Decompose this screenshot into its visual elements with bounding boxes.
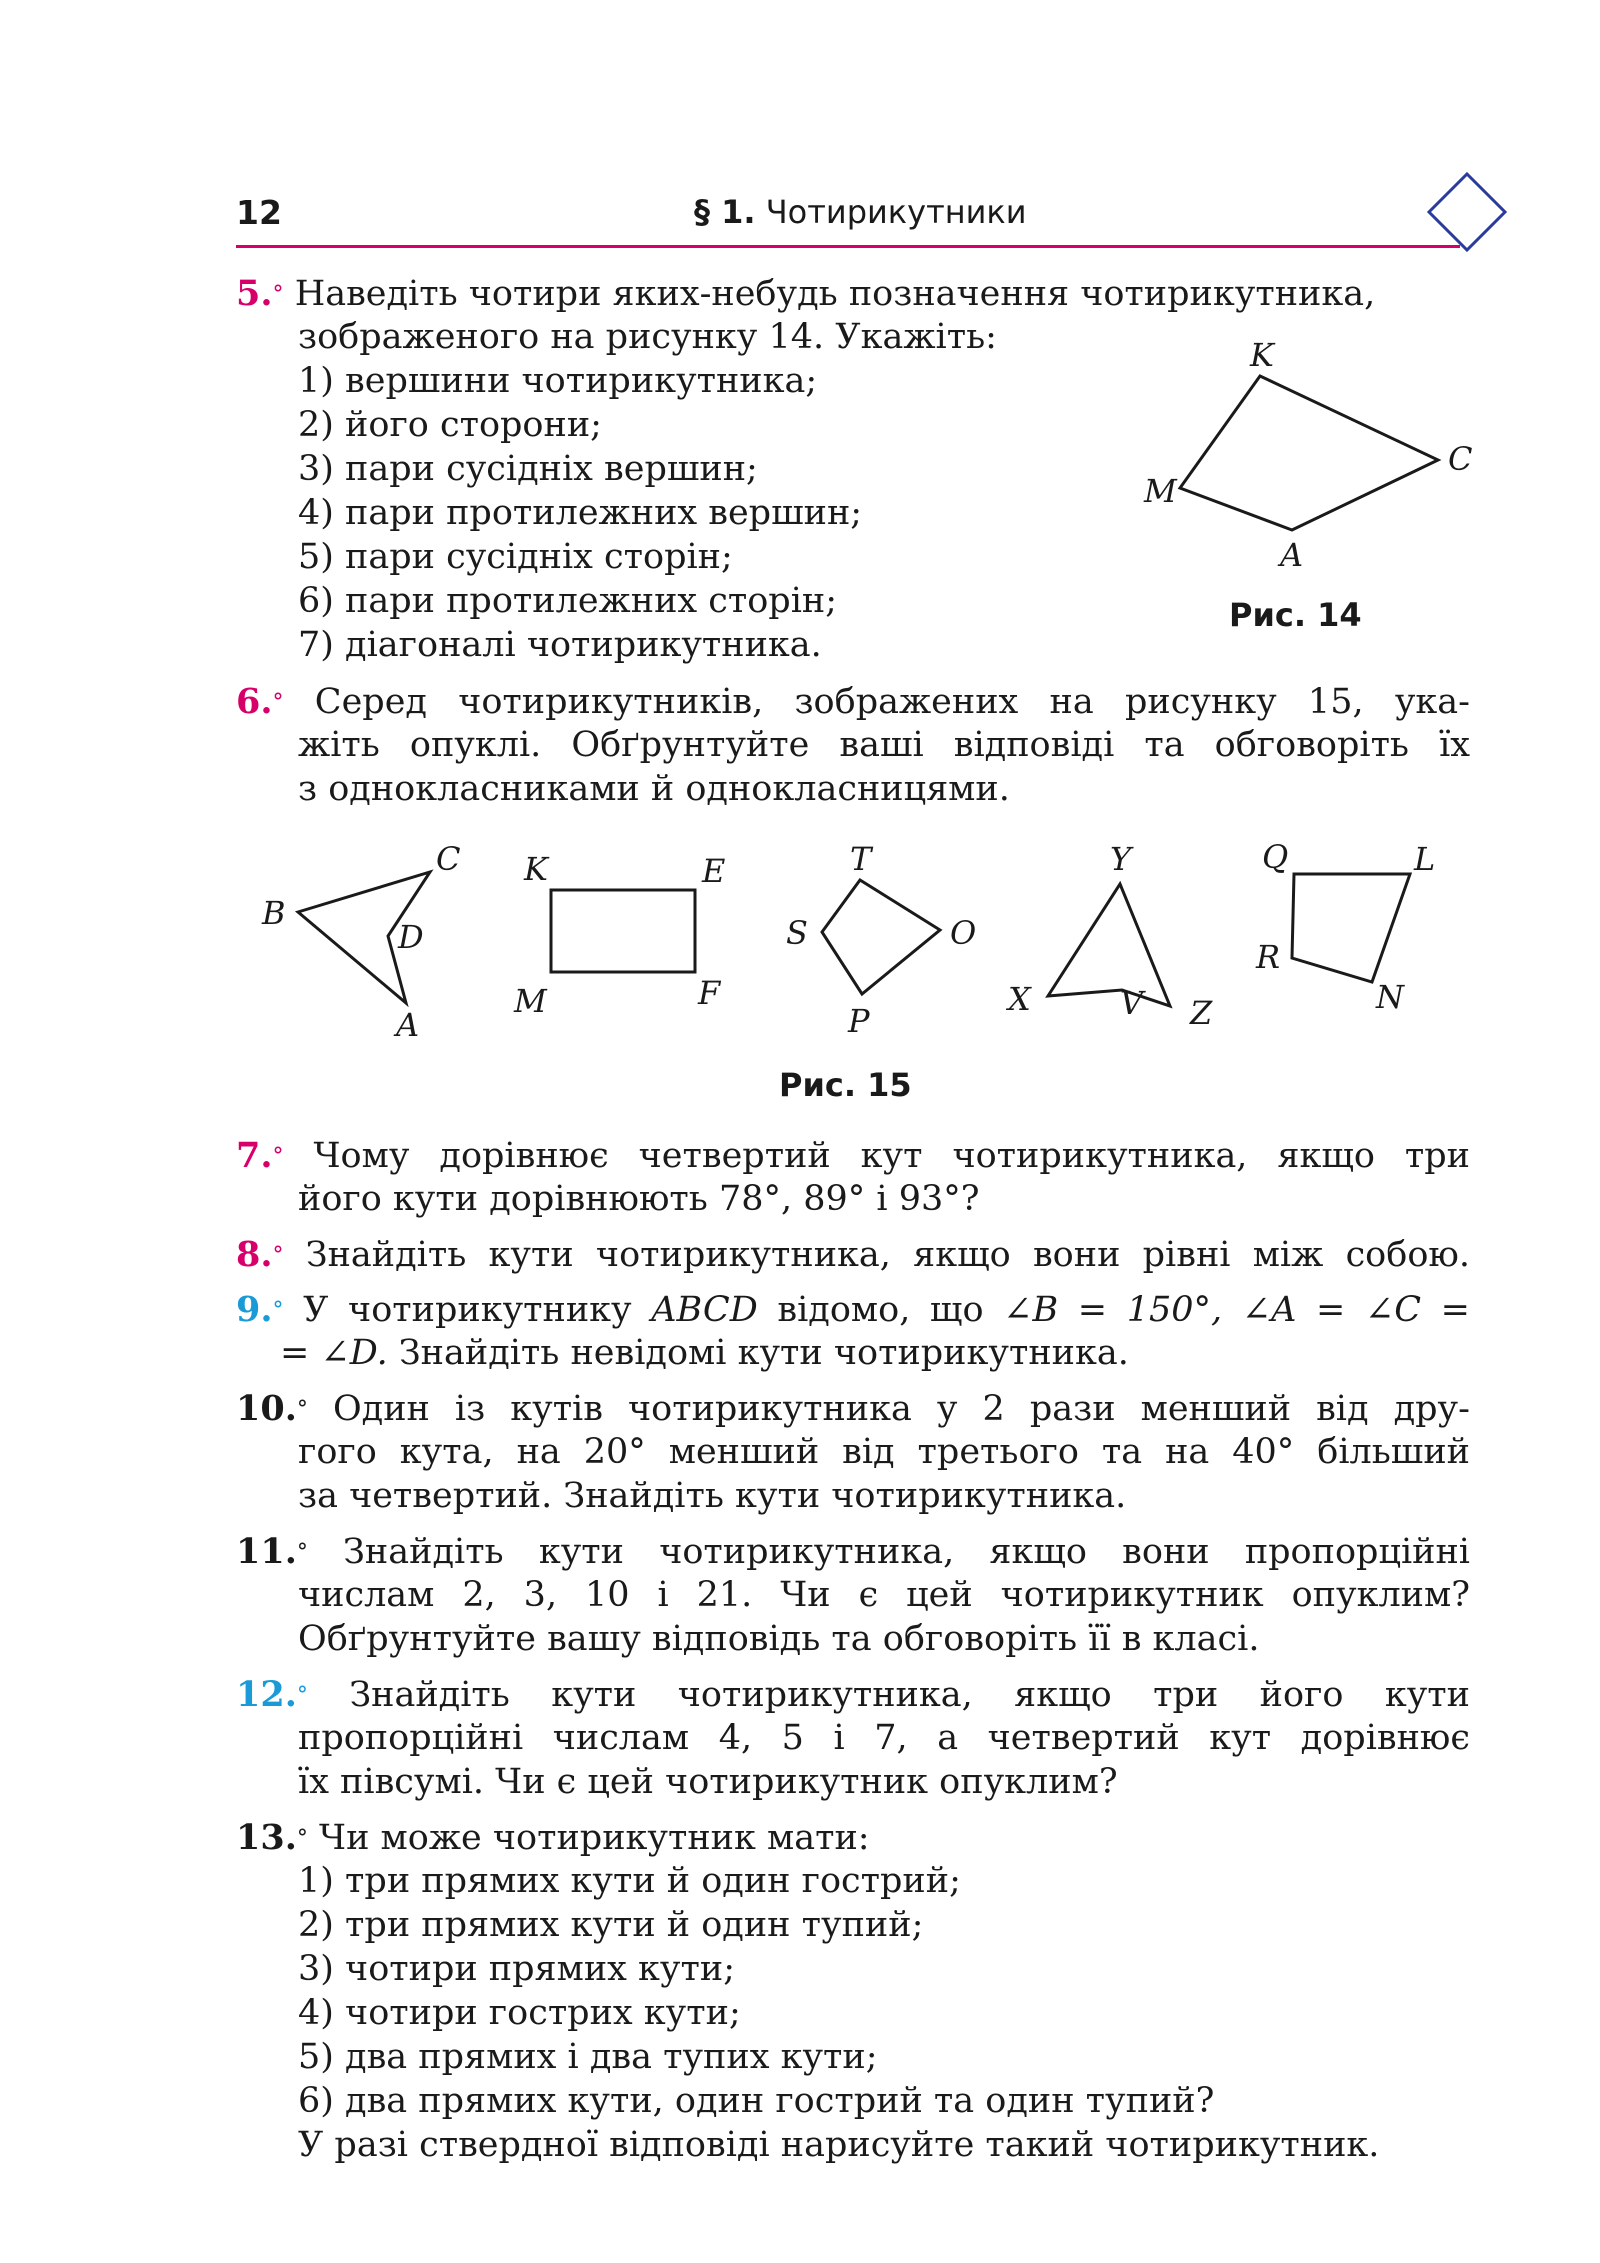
problem-13-item: 3) чотири прямих кути; xyxy=(298,1949,735,1989)
quad-yzvx xyxy=(1048,884,1170,1006)
problem-13-item: 4) чотири гострих кути; xyxy=(298,1993,741,2033)
problem-7-number: 7.° xyxy=(236,1135,284,1176)
svg-text:M: M xyxy=(514,982,547,1020)
problem-11-number: 11.° xyxy=(236,1531,308,1572)
svg-text:B: B xyxy=(262,894,286,932)
quad-kefm xyxy=(551,890,695,972)
problem-6-line-1: 6.° Серед чотирикутників, зображених на рисунку 15, ука- xyxy=(236,681,1470,722)
svg-text:Y: Y xyxy=(1110,840,1132,878)
svg-text:T: T xyxy=(850,840,872,878)
problem-13-line-1: 13.° Чи може чотирикутник мати: xyxy=(236,1817,870,1858)
figure-15-caption: Рис. 15 xyxy=(779,1066,912,1104)
svg-text:F: F xyxy=(698,974,721,1012)
svg-text:X: X xyxy=(1008,980,1031,1018)
section-title xyxy=(694,193,1027,231)
svg-text:O: O xyxy=(950,914,977,952)
problem-13-item: 5) два прямих і два тупих кути; xyxy=(298,2037,878,2077)
section-mark: § 1. xyxy=(694,193,756,231)
problem-13-item: 1) три прямих кути й один гострий; xyxy=(298,1861,961,1901)
svg-text:K: K xyxy=(524,850,548,888)
problem-13-last-line: У разі ствердної відповіді нарисуйте такий чотирикутник. xyxy=(298,2125,1380,2165)
problem-5-line-1: 5.° Наведіть чотири яких-небудь позначення чотирикутника, xyxy=(236,273,1376,314)
quad-qlnr xyxy=(1292,874,1410,982)
svg-text:P: P xyxy=(848,1002,870,1040)
svg-text:S: S xyxy=(786,914,808,952)
problem-9-line-2: = ∠D. Знайдіть невідомі кути чотирикутника. xyxy=(280,1333,1129,1373)
svg-text:Q: Q xyxy=(1262,838,1289,876)
svg-text:D: D xyxy=(398,918,424,956)
problem-5-line-2: зображеного на рисунку 14. Укажіть: xyxy=(298,317,997,357)
problem-6-line-3: з однокласниками й однокласницями. xyxy=(298,769,1010,809)
problem-13-item: 2) три прямих кути й один тупий; xyxy=(298,1905,924,1945)
problem-8-line-1: 8.° Знайдіть кути чотирикутника, якщо вони рівні між собою. xyxy=(236,1234,1470,1275)
svg-text:A: A xyxy=(396,1006,420,1044)
problem-7-line-1: 7.° Чому дорівнює четвертий кут чотирикутника, якщо три xyxy=(236,1135,1470,1176)
figure-14 xyxy=(1120,330,1500,580)
problem-13-item: 6) два прямих кути, один гострий та один тупий? xyxy=(298,2081,1215,2121)
label-m: M xyxy=(1144,472,1177,510)
problem-10-line-1: 10.° Один із кутів чотирикутника у 2 рази менший від дру- xyxy=(236,1388,1470,1429)
problem-5-item: 3) пари сусідніх вершин; xyxy=(298,449,758,489)
problem-12-line-1: 12.° Знайдіть кути чотирикутника, якщо три його кути xyxy=(236,1674,1470,1715)
svg-text:L: L xyxy=(1414,840,1436,878)
problem-11-line-3: Обґрунтуйте вашу відповідь та обговоріть її в класі. xyxy=(298,1619,1260,1659)
problem-9-line-1: 9.° У чотирикутнику ABCD відомо, що ∠B = 150°, ∠A = ∠C = xyxy=(236,1289,1470,1330)
problem-5-item: 2) його сторони; xyxy=(298,405,602,445)
problem-5-number: 5.° xyxy=(236,273,284,314)
figure-14-caption: Рис. 14 xyxy=(1229,596,1362,634)
diamond-icon xyxy=(1425,170,1509,254)
svg-text:C: C xyxy=(436,840,461,878)
problem-8-number: 8.° xyxy=(236,1234,284,1275)
problem-10-line-3: за четвертий. Знайдіть кути чотирикутника. xyxy=(298,1476,1127,1516)
problem-7-line-2: його кути дорівнюють 78°, 89° і 93°? xyxy=(298,1179,980,1219)
label-a: A xyxy=(1280,536,1304,574)
problem-5-item: 6) пари протилежних сторін; xyxy=(298,581,838,621)
problem-13-number: 13.° xyxy=(236,1817,308,1858)
problem-12-number: 12.° xyxy=(236,1674,308,1715)
svg-text:Z: Z xyxy=(1190,994,1213,1032)
problem-10-line-2: гого кута, на 20° менший від третього та на 40° більший xyxy=(298,1432,1470,1472)
problem-12-line-2: пропорційні числам 4, 5 і 7, а четвертий кут дорівнює xyxy=(298,1718,1470,1758)
svg-text:V: V xyxy=(1120,984,1144,1022)
problem-5-item: 4) пари протилежних вершин; xyxy=(298,493,863,533)
problem-10-number: 10.° xyxy=(236,1388,308,1429)
label-c: C xyxy=(1448,440,1473,478)
svg-text:R: R xyxy=(1256,938,1281,976)
header-rule xyxy=(236,245,1460,248)
problem-12-line-3: їх півсумі. Чи є цей чотирикутник опуклим? xyxy=(298,1762,1118,1802)
problem-5-item: 1) вершини чотирикутника; xyxy=(298,361,818,401)
svg-text:E: E xyxy=(702,852,726,890)
problem-6-line-2: жіть опуклі. Обґрунтуйте ваші відповіді та обговоріть їх xyxy=(298,725,1470,765)
problem-5-item: 7) діагоналі чотирикутника. xyxy=(298,625,822,665)
quad-kcam xyxy=(1180,376,1438,530)
figure-15 xyxy=(0,820,1600,1050)
problem-11-line-1: 11.° Знайдіть кути чотирикутника, якщо вони пропорційні xyxy=(236,1531,1470,1572)
problem-5-item: 5) пари сусідніх сторін; xyxy=(298,537,733,577)
problem-9-number: 9.° xyxy=(236,1289,284,1330)
page-number: 12 xyxy=(236,193,282,232)
problem-6-number: 6.° xyxy=(236,681,284,722)
problem-11-line-2: числам 2, 3, 10 і 21. Чи є цей чотирикутник опуклим? xyxy=(298,1575,1470,1615)
svg-text:N: N xyxy=(1376,978,1404,1016)
section-name: Чотирикутники xyxy=(765,193,1027,231)
label-k: K xyxy=(1250,336,1274,374)
quad-tops xyxy=(822,880,940,994)
